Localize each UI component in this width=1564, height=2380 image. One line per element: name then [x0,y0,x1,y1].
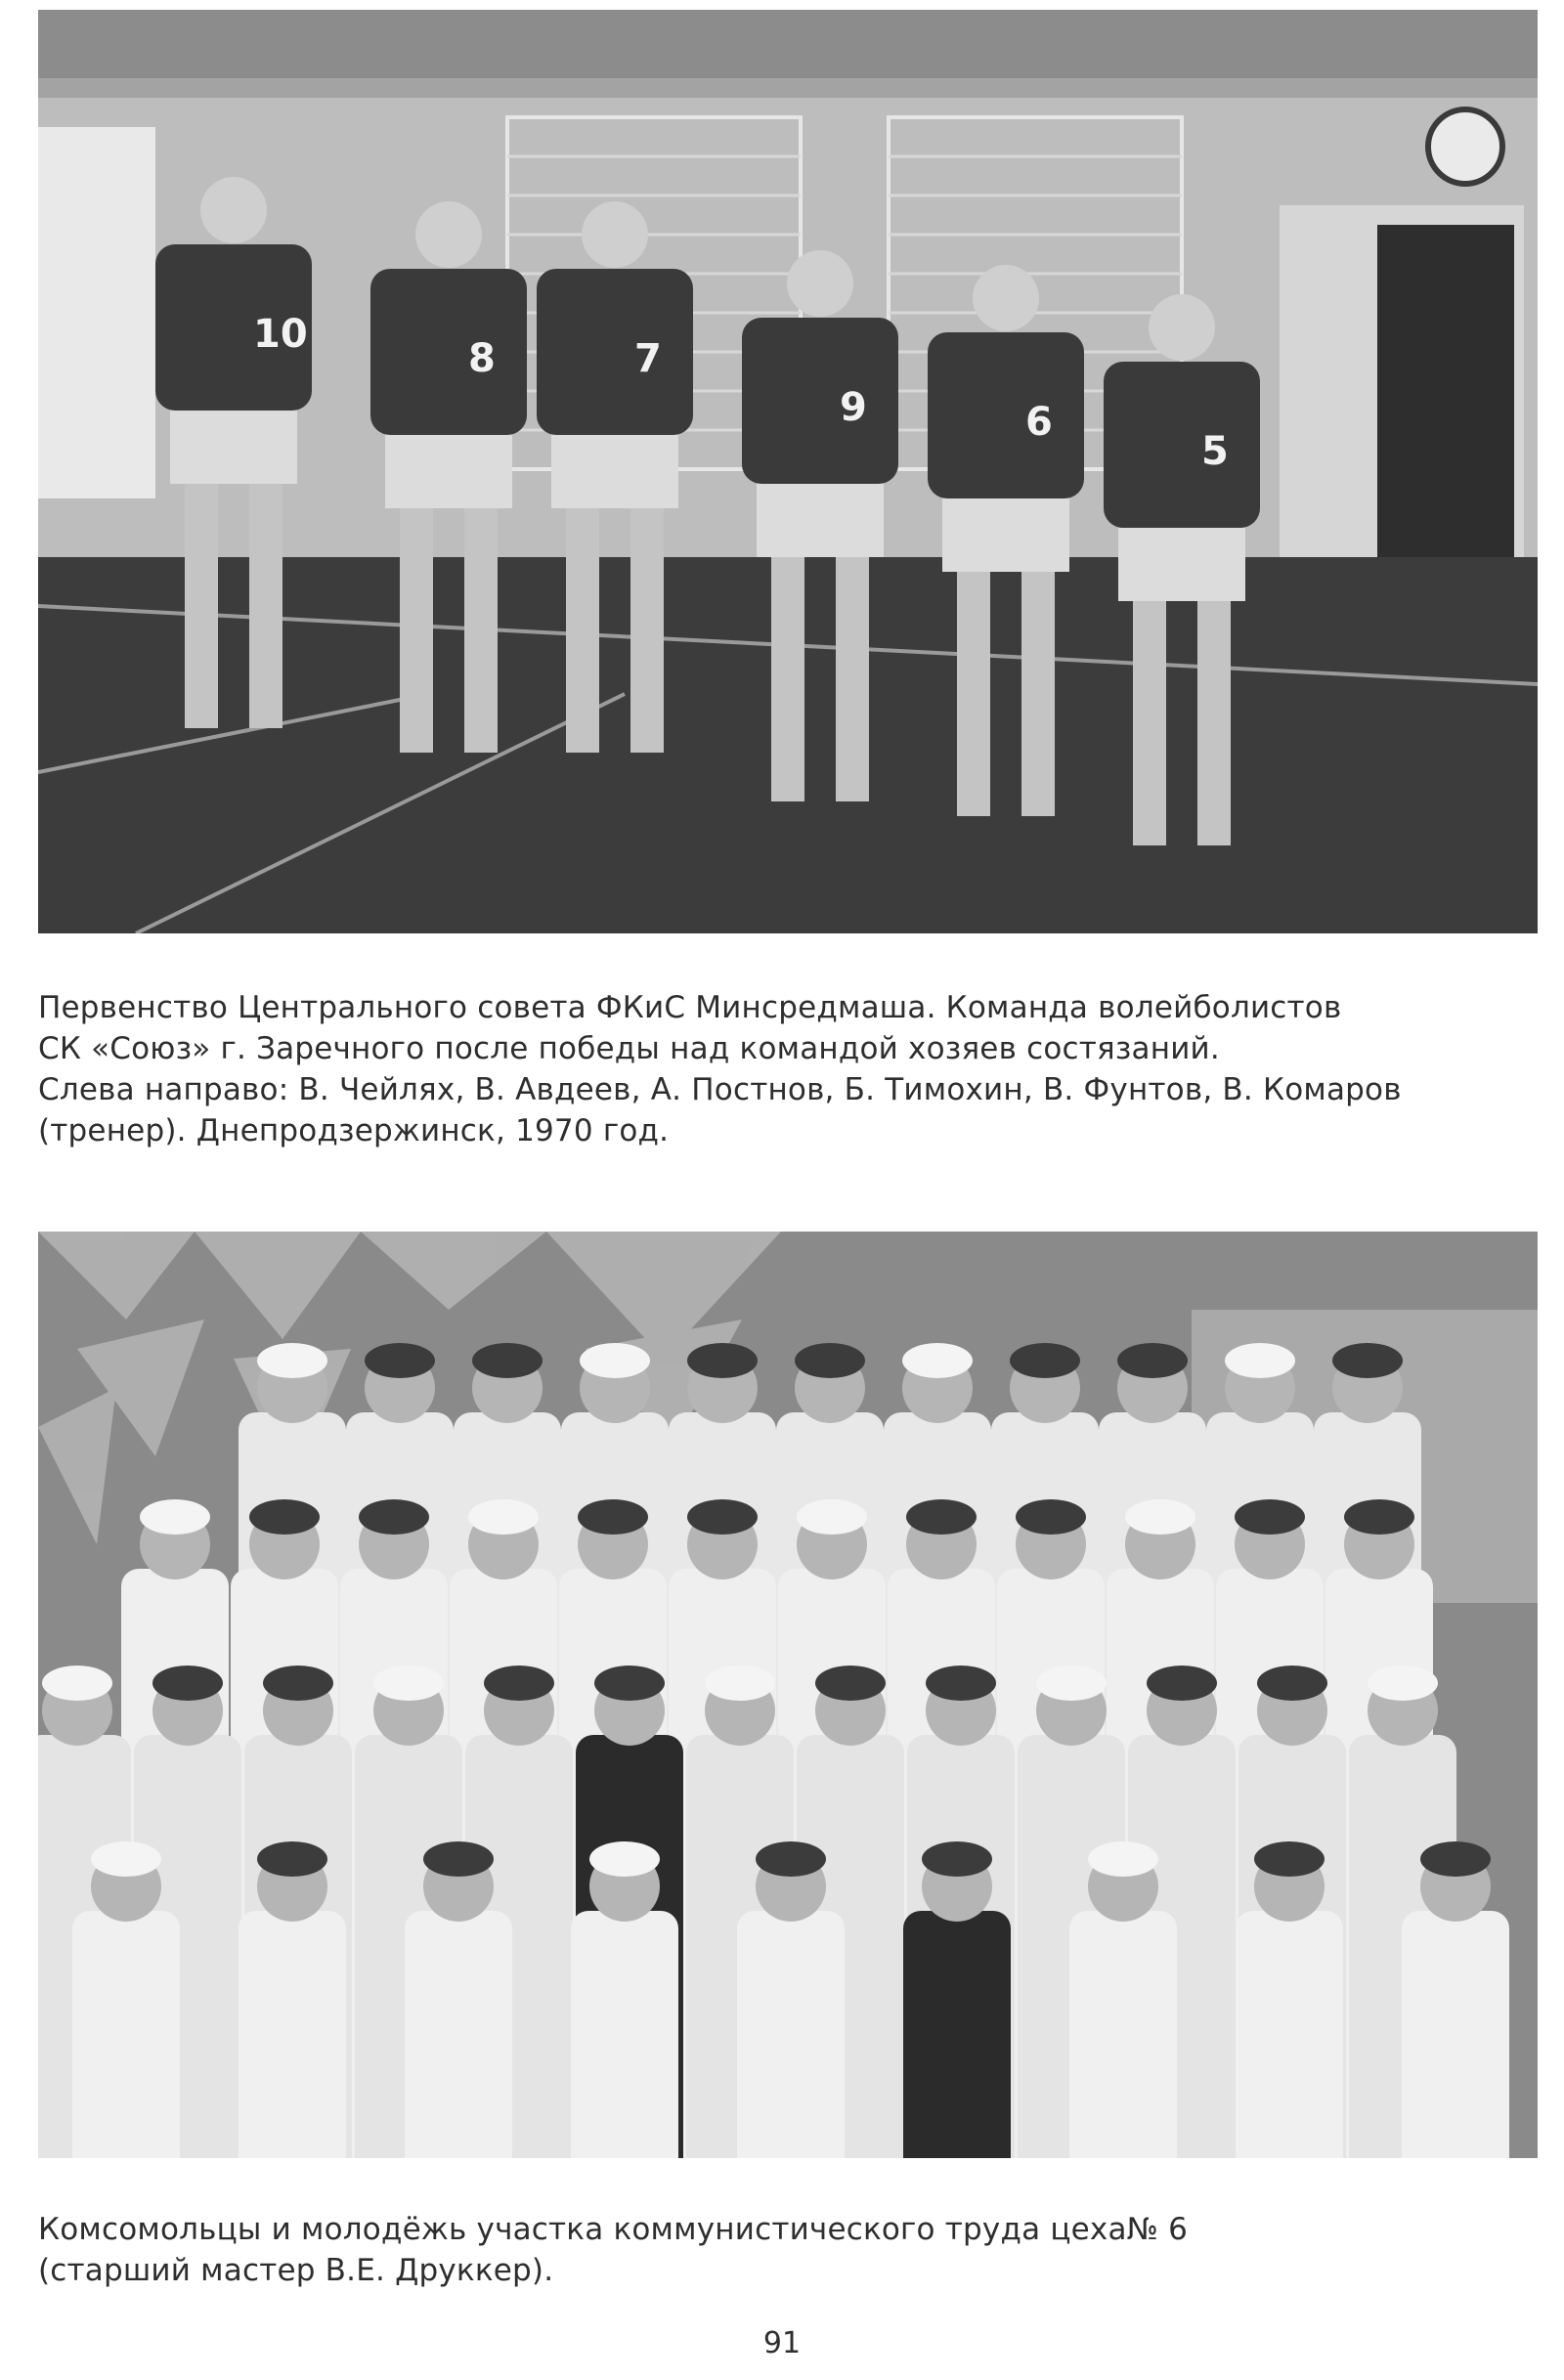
jersey-number: 8 [468,336,496,381]
group-photo-illustration [38,1232,1538,2158]
jersey-number: 6 [1025,400,1053,445]
volleyball-team-photo [38,10,1538,933]
jersey-number: 5 [1201,429,1229,474]
jersey-number: 7 [634,336,662,381]
caption-line: (старший мастер В.Е. Друккер). [38,2253,554,2288]
caption-line: Слева направо: В. Чейлях, В. Авдеев, А. Постнов, Б. Тимохин, В. Фунтов, В. Комаров [38,1072,1402,1107]
jersey-number: 10 [253,312,308,357]
page-number: 91 [762,2326,802,2360]
volleyball-photo-illustration [38,10,1538,933]
workshop-group-photo [38,1232,1538,2158]
caption-line: СК «Союз» г. Заречного после победы над командой хозяев состязаний. [38,1031,1220,1066]
volleyball-photo-caption [38,987,1538,1151]
group-photo-caption [38,2209,1538,2291]
people-group [38,1343,1509,2158]
caption-line: Первенство Центрального совета ФКиС Минсредмаша. Команда волейболистов [38,990,1342,1025]
caption-line: Комсомольцы и молодёжь участка коммунистического труда цеха№ 6 [38,2212,1189,2247]
caption-line: (тренер). Днепродзержинск, 1970 год. [38,1113,670,1148]
jersey-number: 9 [840,385,867,430]
